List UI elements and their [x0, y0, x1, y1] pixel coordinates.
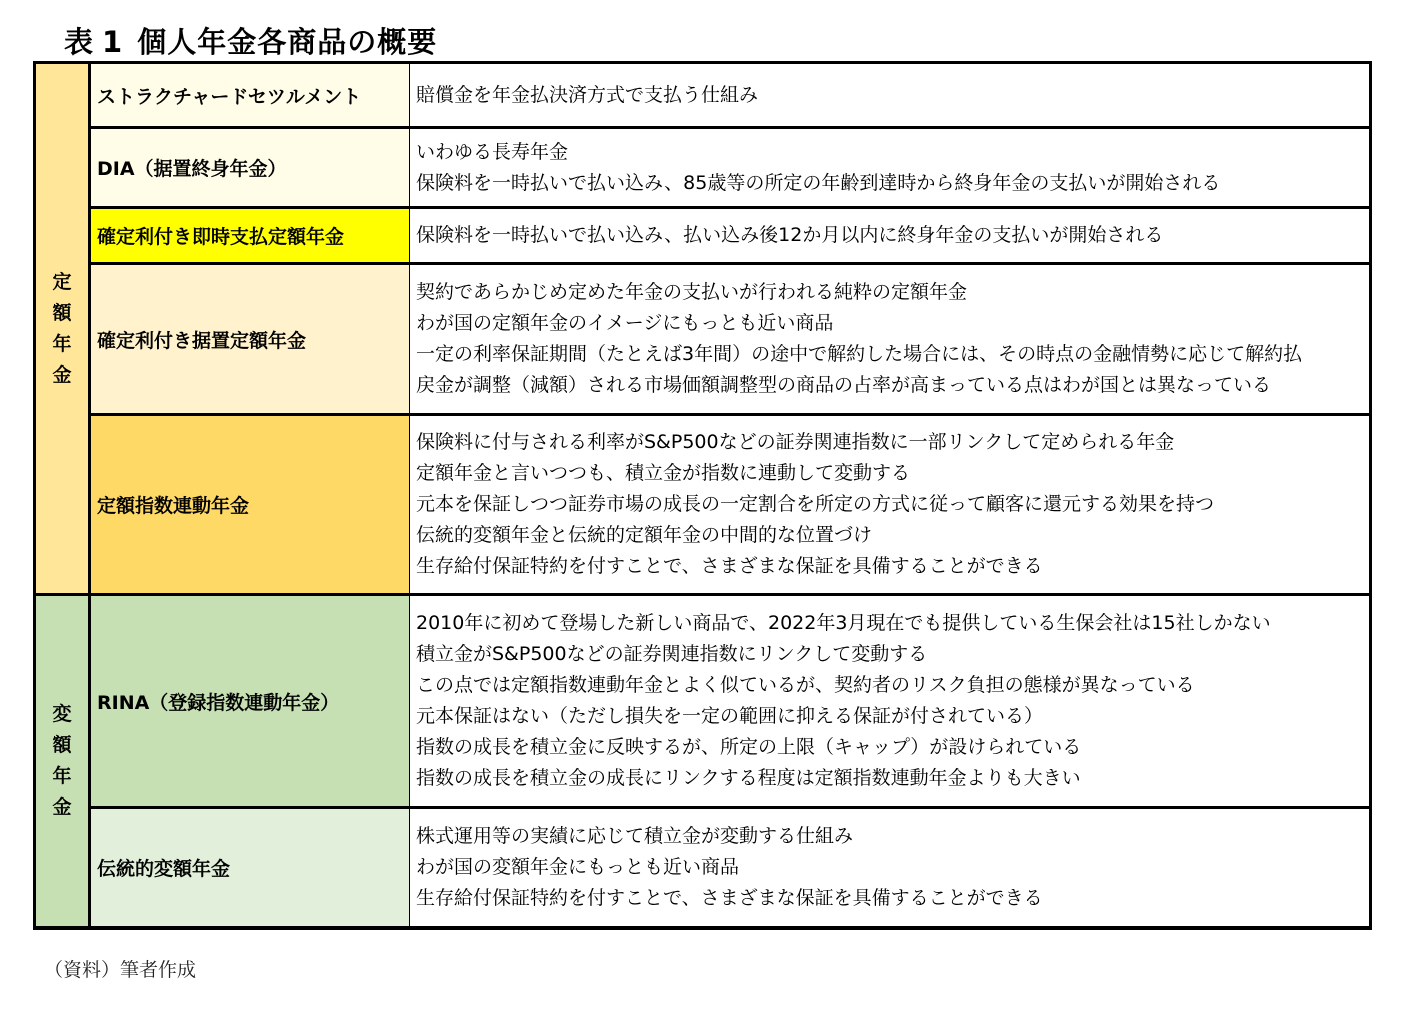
category-label: 変 額 年 金 [52, 702, 72, 818]
title-label: 表 [64, 25, 95, 59]
title-number: 1 [102, 25, 124, 59]
product-name: 定額指数連動年金 [90, 415, 410, 595]
category-variable-annuity [35, 595, 90, 928]
product-description: 保険料に付与される利率がS&P500などの証券関連指数に一部リンクして定められる年金 定額年金と言いつつも、積立金が指数に連動して変動する 元本を保証しつつ証券市場の成長の一定割合を所定の方式に従って顧客に還元する効果を持つ 伝統的変額年金と伝統的定額年金の中間的な位置づけ 生存給付保証特約を付すことで、さまざまな保証を具備することができる [410, 415, 1371, 595]
title-text: 個人年金各商品の概要 [137, 25, 438, 59]
product-name: 伝統的変額年金 [90, 808, 410, 928]
category-fixed-annuity [35, 63, 90, 595]
product-description: いわゆる長寿年金 保険料を一時払いで払い込み、85歳等の所定の年齢到達時から終身年金の支払いが開始される [410, 128, 1371, 208]
table-title [64, 20, 437, 61]
table-row [35, 264, 1371, 415]
product-description: 保険料を一時払いで払い込み、払い込み後12か月以内に終身年金の支払いが開始される [410, 208, 1371, 264]
product-description: 2010年に初めて登場した新しい商品で、2022年3月現在でも提供している生保会社は15社しかない 積立金がS&P500などの証券関連指数にリンクして変動する この点では定額指数連動年金とよく似ているが、契約者のリスク負担の態様が異なっている 元本保証はない（ただし損失を一定の範囲に抑える保証が付されている） 指数の成長を積立金に反映するが、所定の上限（キャップ）が設けられている 指数の成長を積立金の成長にリンクする程度は定額指数連動年金よりも大きい [410, 595, 1371, 808]
product-description: 契約であらかじめ定めた年金の支払いが行われる純粋の定額年金 わが国の定額年金のイメージにもっとも近い商品 一定の利率保証期間（たとえば3年間）の途中で解約した場合には、その時点の金融情勢に応じて解約払 戻金が調整（減額）される市場価額調整型の商品の占率が高まっている点はわが国とは異なっている [410, 264, 1371, 415]
product-name: RINA（登録指数連動年金） [90, 595, 410, 808]
product-name: DIA（据置終身年金） [90, 128, 410, 208]
table-row [35, 128, 1371, 208]
table-row [35, 208, 1371, 264]
table-row [35, 415, 1371, 595]
product-name-highlighted: 確定利付き即時支払定額年金 [90, 208, 410, 264]
source-note: （資料）筆者作成 [44, 959, 197, 981]
table-row [35, 808, 1371, 928]
category-label: 定 額 年 金 [52, 270, 72, 386]
annuity-products-table [33, 61, 1372, 930]
table-row [35, 63, 1371, 128]
product-description: 株式運用等の実績に応じて積立金が変動する仕組み わが国の変額年金にもっとも近い商品 生存給付保証特約を付すことで、さまざまな保証を具備することができる [410, 808, 1371, 928]
product-description: 賠償金を年金払決済方式で支払う仕組み [410, 63, 1371, 128]
product-name: 確定利付き据置定額年金 [90, 264, 410, 415]
product-name: ストラクチャードセツルメント [90, 63, 410, 128]
table-row [35, 595, 1371, 808]
